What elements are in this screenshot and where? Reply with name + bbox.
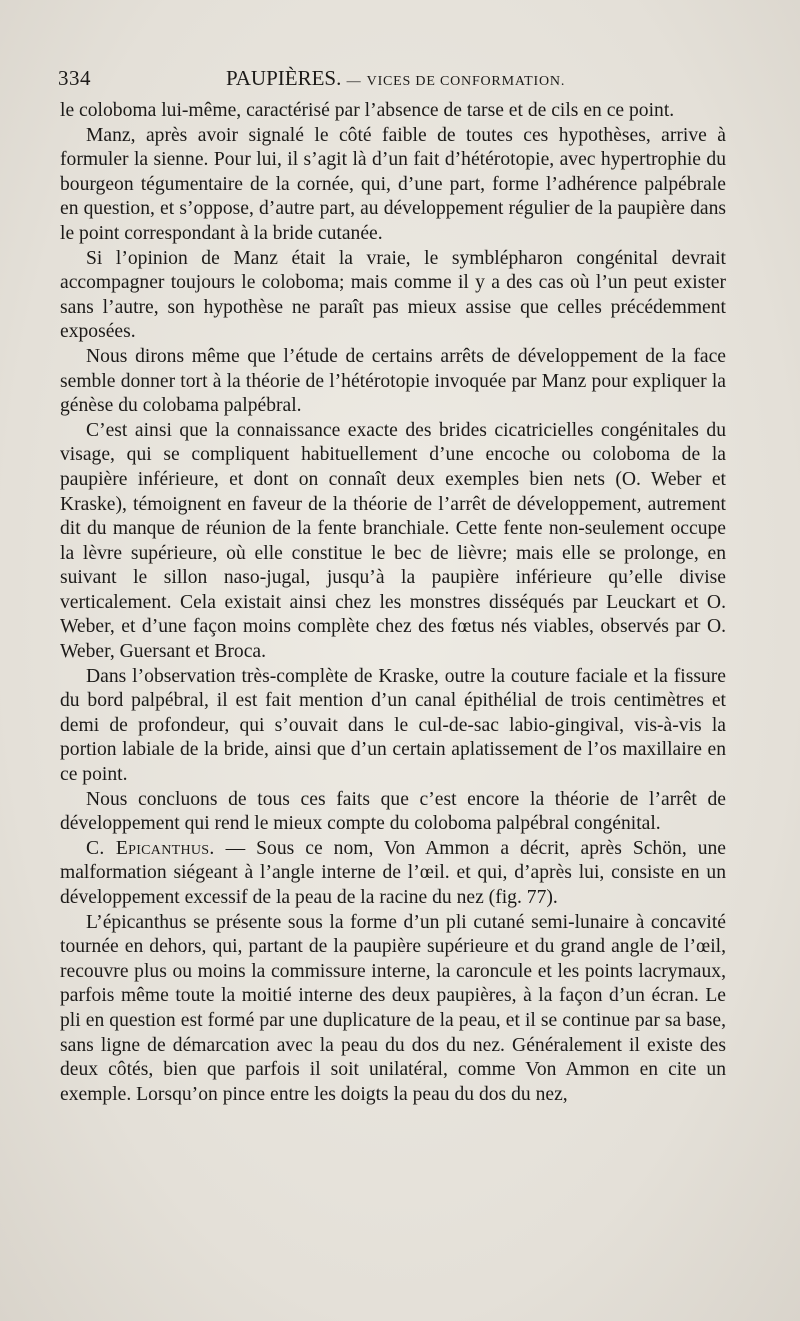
section-label-epicanthus: C. Epicanthus.: [86, 837, 215, 859]
running-title-dash: —: [346, 74, 362, 89]
paragraph-symblepharon: Si l’opinion de Manz était la vraie, le symblépharon congénital devrait accompagner toujours le coloboma; mais comme il y a des cas où l’un peut exister sans l’autre, son hypothèse ne paraît pas mieux assise que celles précédemment exposées.: [60, 247, 726, 343]
paragraph-kraske-observation: Dans l’observation très-complète de Kraske, outre la couture faciale et la fissure du bord palpébral, il est fait mention d’un canal épithélial de trois centimètres et demi de profondeur, qui s’ouvait dans le cul-de-sac labio-gingival, vis-à-vis la portion labiale de la bride, ainsi que d’un certain aplatissement de l’os maxillaire en ce point.: [60, 665, 726, 786]
running-title-sub: VICES DE CONFORMATION.: [366, 74, 566, 89]
paragraph-heterotopie: Nous dirons même que l’étude de certains arrêts de développement de la face semble donner tort à la théorie de l’hétérotopie invoquée par Manz pour expliquer la génèse du colobama palpébral.: [60, 345, 726, 417]
epicanthus-definition: — Sous ce nom, Von Ammon a décrit, après Schön, une malformation siégeant à l’angle interne de l’œil. et qui, d’après lui, consiste en un développement excessif de la peau de la racine du nez (fig. 77).: [60, 837, 727, 908]
paragraph-continued: le coloboma lui-même, caractérisé par l’absence de tarse et de cils en ce point.: [60, 100, 675, 121]
paragraph-conclusion: Nous concluons de tous ces faits que c’est encore la théorie de l’arrêt de développement qui rend le mieux compte du coloboma palpébral congénital.: [60, 788, 726, 835]
running-title-main: PAUPIÈRES.: [226, 66, 342, 90]
page-header: [58, 66, 740, 96]
paragraph-epicanthus-description: L’épicanthus se présente sous la forme d’un pli cutané semi-lunaire à concavité tournée en dehors, qui, partant de la paupière supérieure et du grand angle de l’œil, recouvre plus ou moins la commissure interne, la caroncule et les points lacrymaux, parfois même toute la moitié interne des deux paupières, à la façon d’un écran. Le pli en question est formé par une duplicature de la peau, et il se continue par sa base, sans ligne de démarcation avec la peau du dos du nez. Généralement il existe des deux côtés, bien que parfois il soit unilatéral, comme Von Ammon en cite un exemple. Lorsqu’on pince entre les doigts la peau du dos du nez,: [60, 911, 726, 1105]
paragraph-manz-hypothesis: Manz, après avoir signalé le côté faible de toutes ces hypothèses, arrive à formuler la sienne. Pour lui, il s’agit là d’un fait d’hétérotopie, avec hypertrophie du bourgeon tégumentaire de la cornée, qui, d’une part, forme l’adhérence palpébrale en question, et s’oppose, d’autre part, au développement régulier de la paupière dans le point correspondant à la bride cutanée.: [60, 124, 726, 244]
running-title: [226, 66, 565, 91]
paragraph-brides-congenitales: C’est ainsi que la connaissance exacte des brides cicatricielles congénitales du visage, qui se compliquent habituellement d’une encoche ou coloboma de la paupière inférieure, et dont on connaît deux exemples bien nets (O. Weber et Kraske), témoignent en faveur de la théorie de l’arrêt de développement, autrement dit du manque de réunion de la fente branchiale. Cette fente non-seulement occupe la lèvre supérieure, où elle constitue le bec de lièvre; mais elle se prolonge, en suivant le sillon naso-jugal, jusqu’à la paupière inférieure qu’elle divise verticalement. Cela existait ainsi chez les monstres disséqués par Leuckart et O. Weber, et d’une façon moins complète chez des fœtus nés viables, observés par O. Weber, Guersant et Broca.: [60, 419, 726, 663]
page-number: 334: [58, 66, 91, 90]
body-text: [60, 99, 726, 1107]
paragraph-epicanthus-intro: [60, 837, 726, 911]
